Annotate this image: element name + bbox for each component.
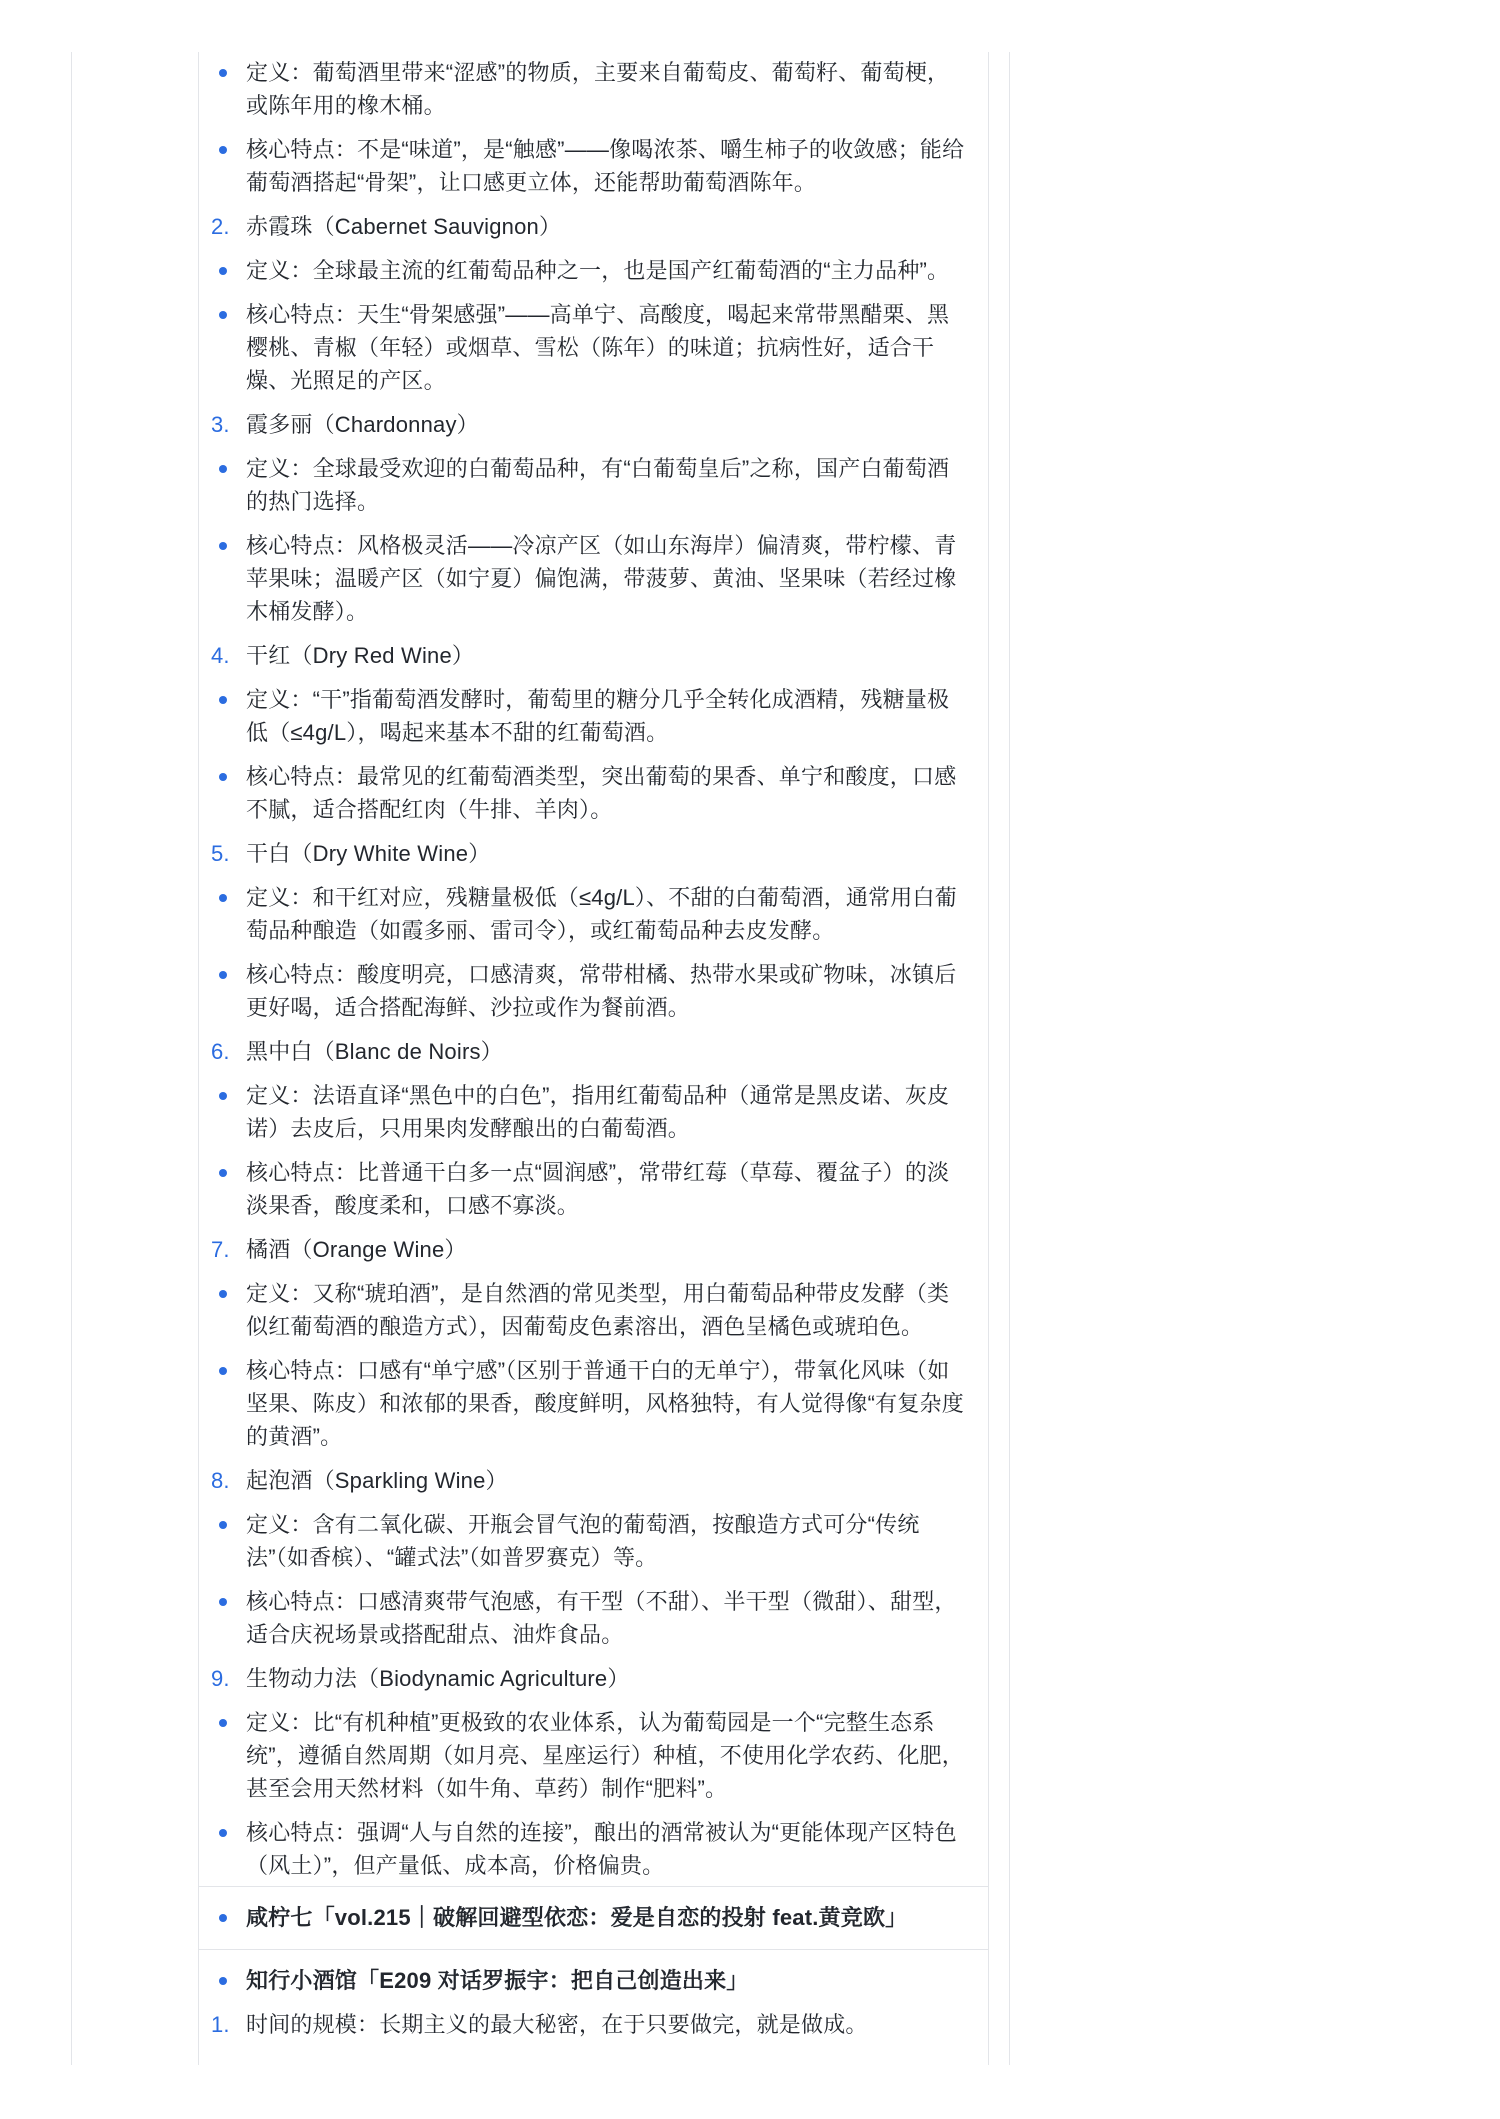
bullet-dot-icon xyxy=(219,542,227,550)
bullet-list-item xyxy=(199,1156,988,1222)
list-number: 2. xyxy=(211,214,230,239)
list-number: 9. xyxy=(211,1666,230,1691)
list-number: 8. xyxy=(211,1468,230,1493)
bullet-marker xyxy=(211,683,246,704)
bullet-marker xyxy=(211,1901,246,1922)
list-item-text: 起泡酒（Sparkling Wine） xyxy=(246,1468,508,1493)
bullet-dot-icon xyxy=(219,1169,227,1177)
bullet-list-item xyxy=(199,760,988,826)
list-item-text: 生物动力法（Biodynamic Agriculture） xyxy=(246,1666,630,1691)
bullet-dot-icon xyxy=(219,465,227,473)
bullet-marker xyxy=(211,1156,246,1177)
bullet-list-item xyxy=(199,881,988,947)
list-item-text: 核心特点：比普通干白多一点“圆润感”，常带红莓（草莓、覆盆子）的淡淡果香，酸度柔和，口感不寡淡。 xyxy=(246,1160,950,1218)
bullet-list-item xyxy=(199,958,988,1024)
bullet-marker xyxy=(211,1964,246,1985)
list-number: 5. xyxy=(211,841,230,866)
bullet-dot-icon xyxy=(219,696,227,704)
list-item-text: 核心特点：口感清爽带气泡感，有干型（不甜）、半干型（微甜）、甜型，适合庆祝场景或搭配甜点、油炸食品。 xyxy=(246,1589,957,1647)
list-item-text: 咸柠七「vol.215｜破解回避型依恋：爱是自恋的投射 feat.黄竞欧」 xyxy=(246,1905,908,1930)
list-item-text: 时间的规模：长期主义的最大秘密，在于只要做完，就是做成。 xyxy=(246,2012,868,2037)
bullet-dot-icon xyxy=(219,1829,227,1837)
bullet-list-item xyxy=(199,452,988,518)
numbered-list-item xyxy=(199,1464,988,1497)
row-divider xyxy=(199,1886,988,1887)
bullet-marker xyxy=(211,881,246,902)
document-panel xyxy=(71,52,1010,2065)
bullet-dot-icon xyxy=(219,894,227,902)
bullet-marker xyxy=(211,452,246,473)
list-item-text: 定义：全球最受欢迎的白葡萄品种，有“白葡萄皇后”之称，国产白葡萄酒的热门选择。 xyxy=(246,456,950,514)
list-item-text: 赤霞珠（Cabernet Sauvignon） xyxy=(246,214,562,239)
bullet-list-item xyxy=(199,254,988,287)
bullet-dot-icon xyxy=(219,1719,227,1727)
bullet-marker xyxy=(211,56,246,77)
list-item-text: 黑中白（Blanc de Noirs） xyxy=(246,1039,503,1064)
row-divider xyxy=(199,1949,988,1950)
bullet-marker xyxy=(211,529,246,550)
bullet-list-item xyxy=(199,1706,988,1805)
list-number: 7. xyxy=(211,1237,230,1262)
numbered-list-item xyxy=(199,210,988,243)
list-item-text: 核心特点：强调“人与自然的连接”，酿出的酒常被认为“更能体现产区特色（风土）”，但产量低、成本高，价格偏贵。 xyxy=(246,1820,957,1878)
bullet-dot-icon xyxy=(219,971,227,979)
list-number: 3. xyxy=(211,412,230,437)
bullet-marker xyxy=(211,760,246,781)
list-item-text: 核心特点：口感有“单宁感”（区别于普通干白的无单宁），带氧化风味（如坚果、陈皮）和浓郁的果香，酸度鲜明，风格独特，有人觉得像“有复杂度的黄酒”。 xyxy=(246,1358,964,1449)
bullet-marker xyxy=(211,1079,246,1100)
list-item-text: 定义：含有二氧化碳、开瓶会冒气泡的葡萄酒，按酿造方式可分“传统法”（如香槟）、“罐式法”（如普罗赛克）等。 xyxy=(246,1512,920,1570)
list-item-text: 定义：又称“琥珀酒”，是自然酒的常见类型，用白葡萄品种带皮发酵（类似红葡萄酒的酿造方式），因葡萄皮色素溶出，酒色呈橘色或琥珀色。 xyxy=(246,1281,950,1339)
bullet-marker xyxy=(211,1706,246,1727)
bullet-dot-icon xyxy=(219,1092,227,1100)
bullet-list-item xyxy=(199,1508,988,1574)
bullet-marker xyxy=(211,1508,246,1529)
bullet-list-item xyxy=(199,1816,988,1882)
list-item-text: 霞多丽（Chardonnay） xyxy=(246,412,479,437)
list-item-text: 干红（Dry Red Wine） xyxy=(246,643,475,668)
list-item-text: 核心特点：酸度明亮，口感清爽，常带柑橘、热带水果或矿物味，冰镇后更好喝，适合搭配海鲜、沙拉或作为餐前酒。 xyxy=(246,962,957,1020)
numbered-list-item xyxy=(199,1662,988,1695)
numbered-list-item xyxy=(199,1035,988,1068)
list-item-text: 核心特点：天生“骨架感强”——高单宁、高酸度，喝起来常带黑醋栗、黑樱桃、青椒（年轻）或烟草、雪松（陈年）的味道；抗病性好，适合干燥、光照足的产区。 xyxy=(246,302,950,393)
bullet-list-item xyxy=(199,529,988,628)
list-item-text: 核心特点：最常见的红葡萄酒类型，突出葡萄的果香、单宁和酸度，口感不腻，适合搭配红肉（牛排、羊肉）。 xyxy=(246,764,957,822)
bullet-dot-icon xyxy=(219,146,227,154)
bullet-list-item xyxy=(199,298,988,397)
list-item-text: 干白（Dry White Wine） xyxy=(246,841,491,866)
bullet-dot-icon xyxy=(219,267,227,275)
bullet-list-item xyxy=(199,1901,988,1934)
bullet-marker xyxy=(211,133,246,154)
numbered-list-item xyxy=(199,408,988,441)
bullet-list-item xyxy=(199,133,988,199)
bullet-dot-icon xyxy=(219,311,227,319)
list-number: 1. xyxy=(211,2012,230,2037)
bullet-marker xyxy=(211,1816,246,1837)
list-item-text: 定义：比“有机种植”更极致的农业体系，认为葡萄园是一个“完整生态系统”，遵循自然周期（如月亮、星座运行）种植，不使用化学农药、化肥，甚至会用天然材料（如牛角、草药）制作“肥料”。 xyxy=(246,1710,964,1801)
bullet-dot-icon xyxy=(219,1914,227,1922)
bullet-dot-icon xyxy=(219,1521,227,1529)
bullet-list-item xyxy=(199,1277,988,1343)
content-column xyxy=(198,52,989,2065)
bullet-dot-icon xyxy=(219,1367,227,1375)
numbered-list-item xyxy=(199,2008,988,2041)
bullet-marker xyxy=(211,958,246,979)
numbered-list-item xyxy=(199,1233,988,1266)
bullet-list-item xyxy=(199,1964,988,1997)
bullet-list-item xyxy=(199,1079,988,1145)
bullet-dot-icon xyxy=(219,1290,227,1298)
bullet-dot-icon xyxy=(219,1977,227,1985)
list-item-text: 核心特点：风格极灵活——冷凉产区（如山东海岸）偏清爽，带柠檬、青苹果味；温暖产区（如宁夏）偏饱满，带菠萝、黄油、坚果味（若经过橡木桶发酵）。 xyxy=(246,533,957,624)
numbered-list-item xyxy=(199,639,988,672)
list-item-text: 定义：全球最主流的红葡萄品种之一，也是国产红葡萄酒的“主力品种”。 xyxy=(246,258,950,283)
list-item-text: 定义：葡萄酒里带来“涩感”的物质，主要来自葡萄皮、葡萄籽、葡萄梗，或陈年用的橡木桶。 xyxy=(246,60,950,118)
list-item-text: 定义：和干红对应，残糖量极低（≤4g/L）、不甜的白葡萄酒，通常用白葡萄品种酿造（如霞多丽、雷司令），或红葡萄品种去皮发酵。 xyxy=(246,885,957,943)
list-item-text: 定义：“干”指葡萄酒发酵时，葡萄里的糖分几乎全转化成酒精，残糖量极低（≤4g/L），喝起来基本不甜的红葡萄酒。 xyxy=(246,687,950,745)
bullet-dot-icon xyxy=(219,773,227,781)
bullet-list-item xyxy=(199,683,988,749)
list-item-text: 橘酒（Orange Wine） xyxy=(246,1237,467,1262)
bullet-list-item xyxy=(199,1354,988,1453)
bullet-list-item xyxy=(199,56,988,122)
numbered-list-item xyxy=(199,837,988,870)
list-item-text: 知行小酒馆「E209 对话罗振宇：把自己创造出来」 xyxy=(246,1968,749,1993)
bullet-marker xyxy=(211,254,246,275)
bullet-marker xyxy=(211,1277,246,1298)
bullet-marker xyxy=(211,1354,246,1375)
list-item-text: 核心特点：不是“味道”，是“触感”——像喝浓茶、嚼生柿子的收敛感；能给葡萄酒搭起“骨架”，让口感更立体，还能帮助葡萄酒陈年。 xyxy=(246,137,965,195)
bullet-marker xyxy=(211,1585,246,1606)
bullet-marker xyxy=(211,298,246,319)
list-number: 4. xyxy=(211,643,230,668)
list-item-text: 定义：法语直译“黑色中的白色”，指用红葡萄品种（通常是黑皮诺、灰皮诺）去皮后，只用果肉发酵酿出的白葡萄酒。 xyxy=(246,1083,950,1141)
list-number: 6. xyxy=(211,1039,230,1064)
bullet-list-item xyxy=(199,1585,988,1651)
bullet-dot-icon xyxy=(219,1598,227,1606)
bullet-dot-icon xyxy=(219,69,227,77)
